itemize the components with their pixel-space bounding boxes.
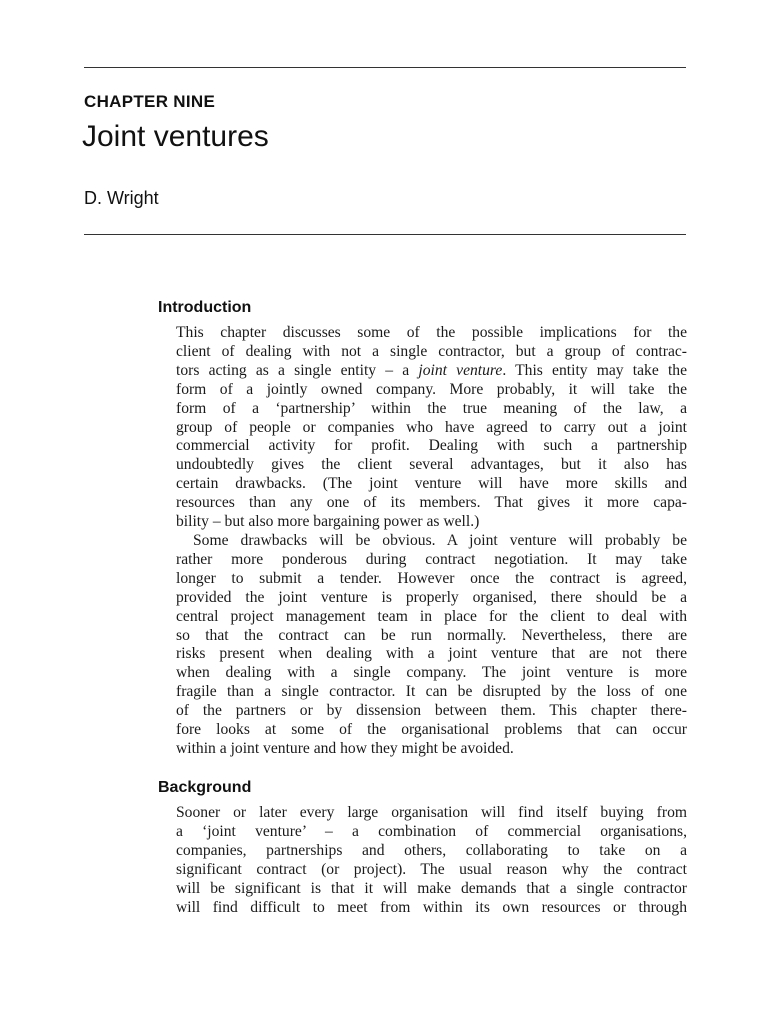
text-line: within a joint venture and how they might be avoided.: [176, 739, 514, 757]
text-line: risks present when dealing with a joint venture that are not there: [176, 645, 687, 663]
text-line: fragile than a single contractor. It can be disrupted by the loss of one: [176, 683, 687, 701]
italic-term: joint venture: [418, 361, 503, 379]
text-line: so that the contract can be run normally. Nevertheless, there are: [176, 626, 687, 644]
bottom-rule: [84, 234, 686, 235]
text-line: fore looks at some of the organisational problems that can occur: [176, 721, 687, 739]
text-fragment: tors acting as a single entity – a: [176, 361, 419, 379]
text-line: rather more ponderous during contract negotiation. It may take: [176, 550, 687, 568]
text-line: client of dealing with not a single contractor, but a group of contrac-: [176, 342, 687, 360]
text-fragment: . This entity may take the: [502, 361, 687, 379]
text-line: when dealing with a single company. The joint venture is more: [176, 664, 687, 682]
background-body: [176, 804, 687, 917]
section-heading-introduction: Introduction: [158, 299, 252, 316]
text-line: a ‘joint venture’ – a combination of commercial organisations,: [176, 822, 687, 840]
text-line: This chapter discusses some of the possible implications for the: [176, 324, 687, 341]
text-line: group of people or companies who have agreed to carry out a joint: [176, 418, 687, 436]
text-line: certain drawbacks. (The joint venture will have more skills and: [176, 475, 687, 493]
text-line: [176, 362, 687, 381]
section-heading-background: Background: [158, 779, 252, 796]
text-line: form of a jointly owned company. More probably, it will take the: [176, 380, 687, 398]
top-rule: [84, 67, 686, 68]
chapter-label: CHAPTER NINE: [84, 92, 216, 111]
text-line: companies, partnerships and others, collaborating to take on a: [176, 841, 687, 859]
text-line: resources than any one of its members. That gives it more capa-: [176, 494, 687, 512]
text-line: form of a ‘partnership’ within the true meaning of the law, a: [176, 399, 687, 417]
text-line: central project management team in place for the client to deal with: [176, 607, 687, 625]
chapter-title: Joint ventures: [82, 120, 269, 153]
text-line: bility – but also more bargaining power as well.): [176, 513, 480, 531]
text-line: Sooner or later every large organisation will find itself buying from: [176, 804, 687, 821]
text-line: of the partners or by dissension between them. This chapter there-: [176, 702, 687, 720]
text-line: significant contract (or project). The usual reason why the contract: [176, 860, 687, 878]
author: D. Wright: [84, 188, 159, 208]
text-line: longer to submit a tender. However once the contract is agreed,: [176, 569, 687, 587]
introduction-body: [176, 324, 687, 759]
text-line: will find difficult to meet from within its own resources or through: [176, 898, 687, 916]
text-line: will be significant is that it will make demands that a single contractor: [176, 879, 687, 897]
text-line: undoubtedly gives the client several advantages, but it also has: [176, 456, 687, 474]
text-line: provided the joint venture is properly organised, there should be a: [176, 588, 687, 606]
text-line: Some drawbacks will be obvious. A joint venture will probably be: [193, 531, 687, 549]
text-line: commercial activity for profit. Dealing with such a partnership: [176, 437, 687, 455]
